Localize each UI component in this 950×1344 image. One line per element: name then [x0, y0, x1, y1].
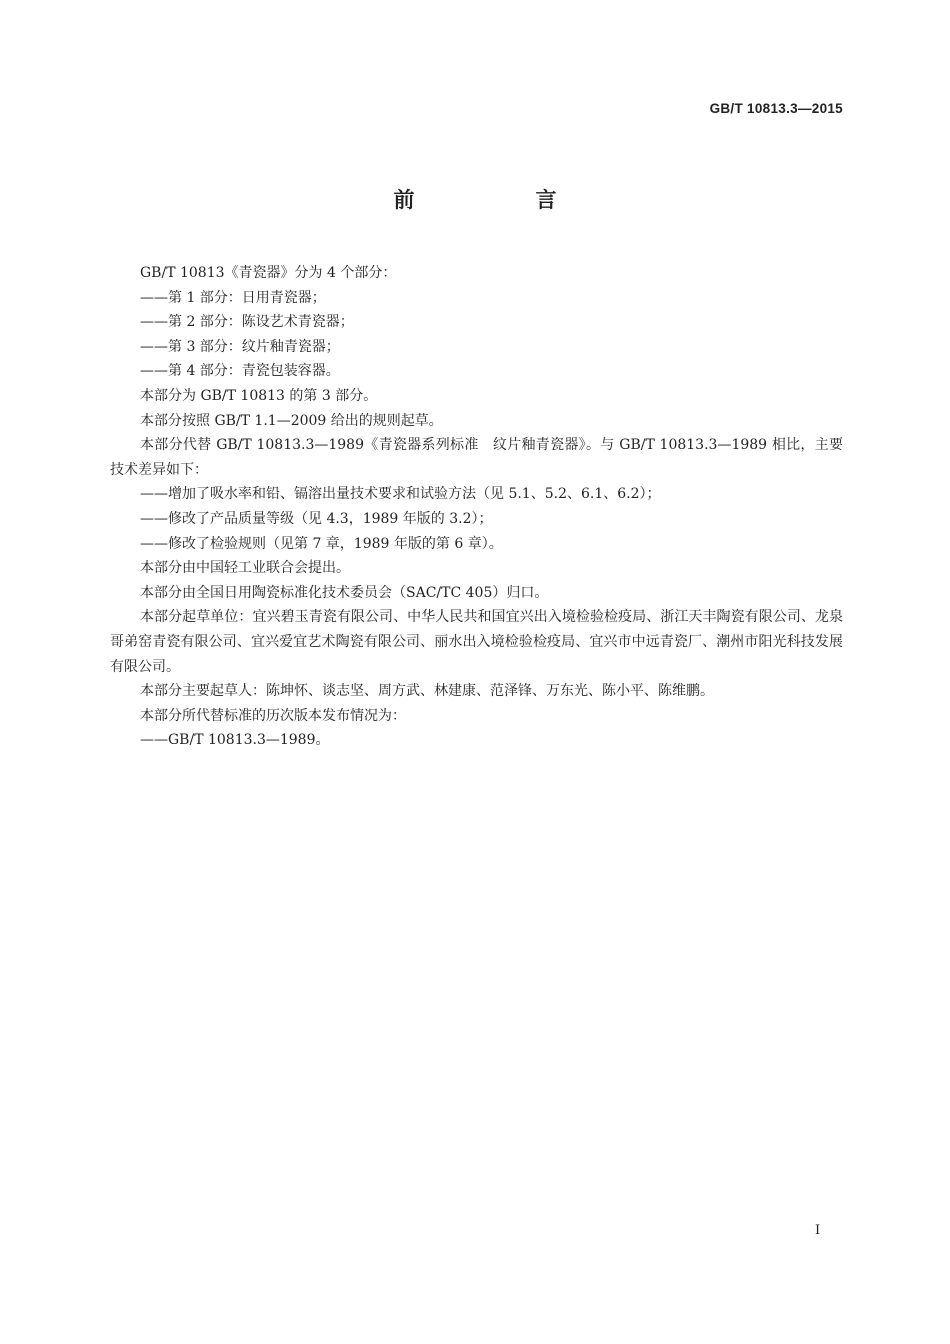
paragraph: 本部分代替 GB/T 10813.3—1989《青瓷器系列标准 纹片釉青瓷器》。与 GB/T 10813.3—1989 相比，主要技术差异如下：: [110, 437, 843, 478]
list-item: ——修改了检验规则（见第 7 章，1989 年版的第 6 章）。: [140, 535, 503, 552]
list-item: ——第 4 部分：青瓷包装容器。: [140, 363, 340, 380]
standard-code: GB/T 10813.3—2015: [709, 101, 843, 116]
paragraph: 本部分由中国轻工业联合会提出。: [140, 560, 350, 577]
list-item: ——GB/T 10813.3—1989。: [140, 732, 330, 749]
paragraph: 本部分由全国日用陶瓷标准化技术委员会（SAC/TC 405）归口。: [140, 584, 549, 601]
list-item: ——第 3 部分：纹片釉青瓷器；: [140, 338, 340, 355]
paragraph: GB/T 10813《青瓷器》分为 4 个部分：: [140, 265, 397, 281]
page-number: I: [815, 1223, 821, 1238]
paragraph: 本部分起草单位：宜兴碧玉青瓷有限公司、中华人民共和国宜兴出入境检验检疫局、浙江天丰陶瓷有限公司、龙泉哥弟窑青瓷有限公司、宜兴爱宜艺术陶瓷有限公司、丽水出入境检验检疫局、宜兴市中远青瓷厂、潮州市阳光科技发展有限公司。: [110, 609, 843, 675]
list-item: ——第 2 部分：陈设艺术青瓷器；: [140, 314, 354, 331]
foreword-body: [110, 261, 843, 753]
paragraph: 本部分按照 GB/T 1.1—2009 给出的规则起草。: [140, 412, 443, 429]
list-item: ——第 1 部分：日用青瓷器；: [140, 289, 326, 306]
list-item: ——修改了产品质量等级（见 4.3，1989 年版的 3.2）；: [140, 510, 493, 527]
paragraph: 本部分为 GB/T 10813 的第 3 部分。: [140, 387, 378, 404]
paragraph: 本部分所代替标准的历次版本发布情况为：: [140, 707, 406, 724]
list-item: ——增加了吸水率和铅、镉溶出量技术要求和试验方法（见 5.1、5.2、6.1、6.2）；: [140, 486, 661, 503]
paragraph: 本部分主要起草人：陈坤怀、谈志坚、周方武、林建康、范泽锋、万东光、陈小平、陈维鹏。: [140, 683, 714, 700]
page-title: 前 言: [393, 188, 607, 212]
